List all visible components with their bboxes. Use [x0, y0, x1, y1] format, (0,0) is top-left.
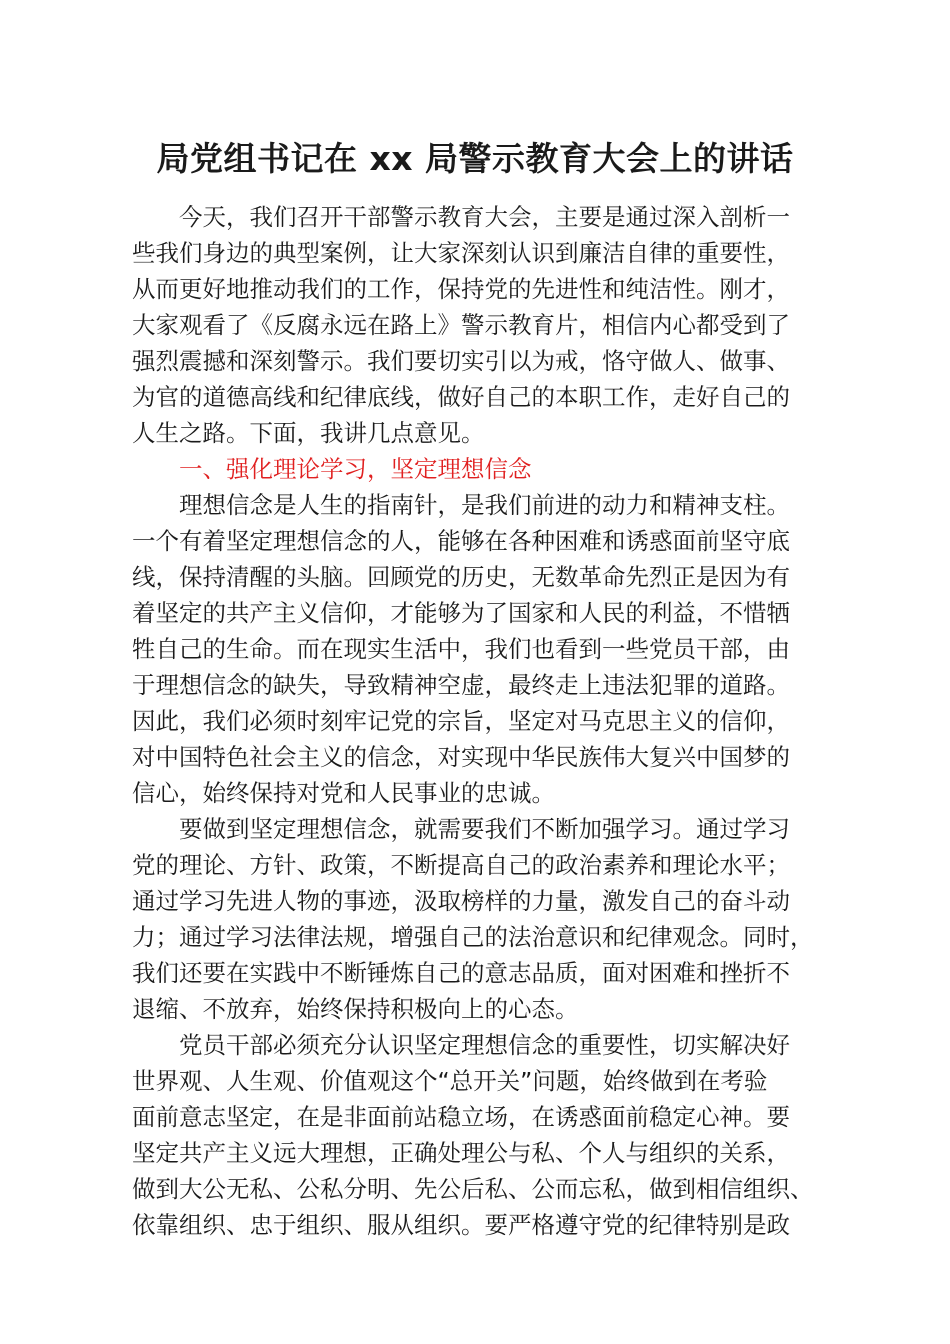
text-line: 通过学习先进人物的事迹，汲取榜样的力量，激发自己的奋斗动	[132, 887, 790, 915]
text-line: 大家观看了《反腐永远在路上》警示教育片，相信内心都受到了	[132, 311, 790, 339]
text-line: 一个有着坚定理想信念的人，能够在各种困难和诱惑面前坚守底	[132, 527, 790, 555]
text-line: 从而更好地推动我们的工作，保持党的先进性和纯洁性。刚才，	[132, 275, 790, 303]
text-line: 坚定共产主义远大理想，正确处理公与私、个人与组织的关系，	[132, 1139, 790, 1167]
text-line: 我们还要在实践中不断锤炼自己的意志品质，面对困难和挫折不	[132, 959, 790, 987]
text-line: 对中国特色社会主义的信念，对实现中华民族伟大复兴中国梦的	[132, 743, 790, 771]
text-line: 今天，我们召开干部警示教育大会，主要是通过深入剖析一	[179, 203, 790, 231]
text-line: 些我们身边的典型案例，让大家深刻认识到廉洁自律的重要性，	[132, 239, 790, 267]
text-line: 牲自己的生命。而在现实生活中，我们也看到一些党员干部，由	[132, 635, 790, 663]
text-line: 着坚定的共产主义信仰，才能够为了国家和人民的利益，不惜牺	[132, 599, 790, 627]
text-line: 世界观、人生观、价值观这个“总开关”问题，始终做到在考验	[132, 1067, 768, 1095]
text-line: 为官的道德高线和纪律底线，做好自己的本职工作，走好自己的	[132, 383, 790, 411]
text-line: 力；通过学习法律法规，增强自己的法治意识和纪律观念。同时，	[132, 923, 814, 951]
text-line: 退缩、不放弃，始终保持积极向上的心态。	[132, 995, 579, 1023]
document-title: 局党组书记在 xx 局警示教育大会上的讲话	[156, 139, 794, 178]
intro-paragraph	[132, 199, 852, 451]
text-line: 理想信念是人生的指南针，是我们前进的动力和精神支柱。	[179, 491, 790, 519]
text-line: 要做到坚定理想信念，就需要我们不断加强学习。通过学习	[179, 815, 790, 843]
text-line: 因此，我们必须时刻牢记党的宗旨，坚定对马克思主义的信仰，	[132, 707, 790, 735]
document-body	[132, 199, 852, 1243]
text-line: 人生之路。下面，我讲几点意见。	[132, 419, 485, 447]
text-line: 党的理论、方针、政策，不断提高自己的政治素养和理论水平；	[132, 851, 790, 879]
section-paragraph-2	[132, 811, 852, 1027]
text-line: 强烈震撼和深刻警示。我们要切实引以为戒，恪守做人、做事、	[132, 347, 790, 375]
text-line: 面前意志坚定，在是非面前站稳立场，在诱惑面前稳定心神。要	[132, 1103, 790, 1131]
section-paragraph-3	[132, 1027, 852, 1243]
text-line: 于理想信念的缺失，导致精神空虚，最终走上违法犯罪的道路。	[132, 671, 790, 699]
text-line: 依靠组织、忠于组织、服从组织。要严格遵守党的纪律特别是政	[132, 1211, 790, 1239]
section-heading: 一、强化理论学习，坚定理想信念	[179, 455, 532, 483]
text-line: 信心，始终保持对党和人民事业的忠诚。	[132, 779, 555, 807]
text-line: 做到大公无私、公私分明、先公后私、公而忘私，做到相信组织、	[132, 1175, 814, 1203]
text-line: 党员干部必须充分认识坚定理想信念的重要性，切实解决好	[179, 1031, 790, 1059]
text-line: 线，保持清醒的头脑。回顾党的历史，无数革命先烈正是因为有	[132, 563, 790, 591]
section-paragraph-1	[132, 487, 852, 811]
